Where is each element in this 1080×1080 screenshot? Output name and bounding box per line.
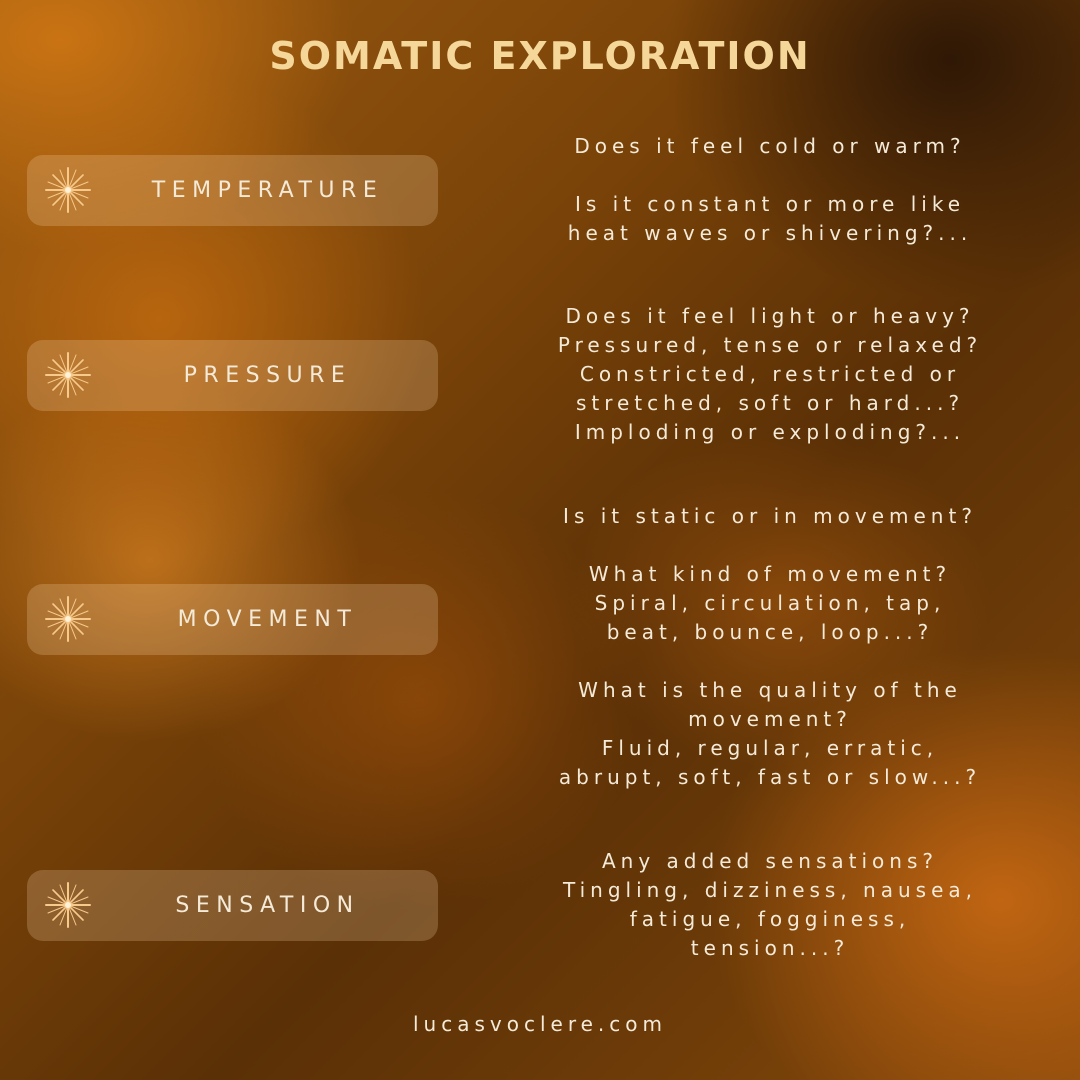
question-line: Pressured, tense or relaxed? bbox=[557, 333, 983, 357]
question-line: beat, bounce, loop...? bbox=[606, 620, 934, 644]
question-line: What kind of movement? bbox=[588, 562, 952, 586]
category-label: MOVEMENT bbox=[177, 607, 358, 632]
sparkle-icon bbox=[45, 352, 91, 398]
page-title: SOMATIC EXPLORATION bbox=[269, 34, 811, 78]
category-pill-sensation bbox=[27, 870, 438, 941]
question-line: Fluid, regular, erratic, bbox=[601, 736, 939, 760]
question-line: tension...? bbox=[690, 936, 850, 960]
questions-pressure bbox=[475, 302, 1065, 447]
question-line: What is the quality of the bbox=[578, 678, 962, 702]
category-pill-movement bbox=[27, 584, 438, 655]
question-line: movement? bbox=[688, 707, 852, 731]
website-link[interactable]: lucasvoclere.com bbox=[413, 1012, 667, 1036]
category-pill-pressure bbox=[27, 340, 438, 411]
question-line: Is it static or in movement? bbox=[563, 504, 977, 528]
sparkle-icon bbox=[45, 167, 91, 213]
question-line: stretched, soft or hard...? bbox=[575, 391, 965, 415]
questions-sensation bbox=[475, 847, 1065, 963]
question-line: heat waves or shivering?... bbox=[567, 221, 973, 245]
category-label: TEMPERATURE bbox=[151, 178, 384, 203]
category-pill-temperature bbox=[27, 155, 438, 226]
question-line: Imploding or exploding?... bbox=[574, 420, 966, 444]
question-line: abrupt, soft, fast or slow...? bbox=[558, 765, 982, 789]
question-line: Tingling, dizziness, nausea, bbox=[562, 878, 977, 902]
sparkle-icon bbox=[45, 596, 91, 642]
question-line: fatigue, fogginess, bbox=[629, 907, 911, 931]
category-label: SENSATION bbox=[175, 893, 360, 918]
questions-temperature bbox=[475, 132, 1065, 248]
question-line: Is it constant or more like bbox=[575, 192, 965, 216]
category-label: PRESSURE bbox=[183, 363, 352, 388]
questions-movement bbox=[475, 502, 1065, 792]
sparkle-icon bbox=[45, 882, 91, 928]
question-line: Does it feel cold or warm? bbox=[574, 134, 966, 158]
question-line: Spiral, circulation, tap, bbox=[594, 591, 946, 615]
question-line: Does it feel light or heavy? bbox=[565, 304, 975, 328]
question-line: Constricted, restricted or bbox=[579, 362, 961, 386]
question-line: Any added sensations? bbox=[602, 849, 938, 873]
